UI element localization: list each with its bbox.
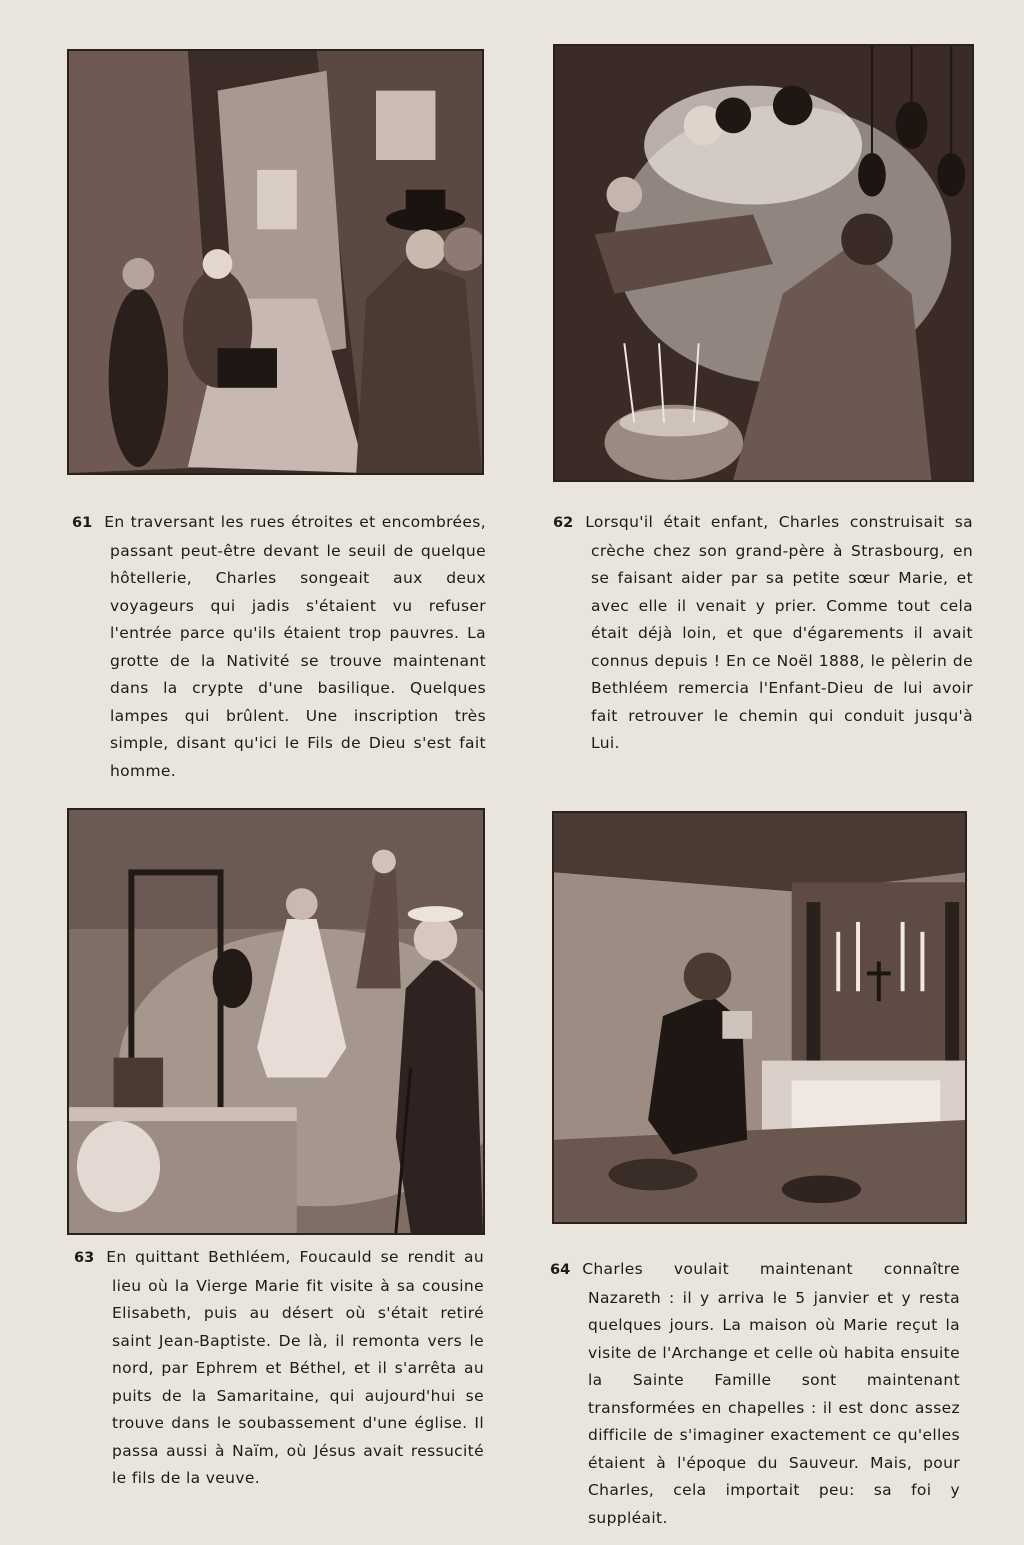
caption-63: [74, 1244, 484, 1493]
panel-number-62: 62: [553, 515, 574, 531]
illustration-64: [552, 811, 967, 1224]
caption-text-62: Lorsqu'il était enfant, Charles construisait sa crèche chez son grand-père à Strasbourg, en se faisant aider par sa petite sœur Marie, et avec elle il venait y prier. Comme tout cela était déjà loin, et que d'égarements il avait connus depuis ! En ce Noël 1888, le pèlerin de Bethléem remercia l'Enfant-Dieu de lui avoir fait retrouver le chemin qui conduit jusqu'à Lui.: [585, 513, 973, 752]
caption-text-63: En quittant Bethléem, Foucauld se rendit au lieu où la Vierge Marie fit visite à sa cousine Elisabeth, puis au désert où s'était retiré saint Jean-Baptiste. De là, il remonta vers le nord, par Ephrem et Béthel, et il s'arrêta au puits de la Samaritaine, qui aujourd'hui se trouve dans le soubassement d'une église. Il passa aussi à Naïm, où Jésus avait ressucité le fils de la veuve.: [106, 1248, 484, 1487]
street-scene-illustration: [69, 51, 482, 473]
crypt-prayer-illustration: [555, 46, 972, 480]
caption-62: [553, 509, 973, 758]
illustration-63: [67, 808, 485, 1235]
caption-64: [550, 1256, 960, 1532]
panel-number-64: 64: [550, 1262, 571, 1278]
caption-text-64: Charles voulait maintenant connaître Nazareth : il y arriva le 5 janvier et y resta quelques jours. La maison où Marie reçut la visite de l'Archange et celle où habita ensuite la Sainte Famille sont maintenant transformées en chapelles : il est donc assez difficile de s'imaginer exactement ce qu'elles étaient à l'époque du Sauveur. Mais, pour Charles, cela importait peu: sa foi y suppléait.: [582, 1260, 960, 1527]
caption-text-61: En traversant les rues étroites et encombrées, passant peut-être devant le seuil de quelque hôtellerie, Charles songeait aux deux voyageurs qui jadis s'étaient vu refuser l'entrée parce qu'ils étaient trop pauvres. La grotte de la Nativité se trouve maintenant dans la crypte d'une basilique. Quelques lampes qui brûlent. Une inscription très simple, disant qu'ici le Fils de Dieu s'est fait homme.: [104, 513, 486, 780]
chapel-altar-illustration: [554, 813, 965, 1222]
illustration-61: [67, 49, 484, 475]
caption-61: [72, 509, 486, 785]
panel-number-61: 61: [72, 515, 93, 531]
illustration-62: [553, 44, 974, 482]
well-scene-illustration: [69, 810, 483, 1233]
panel-number-63: 63: [74, 1250, 95, 1266]
